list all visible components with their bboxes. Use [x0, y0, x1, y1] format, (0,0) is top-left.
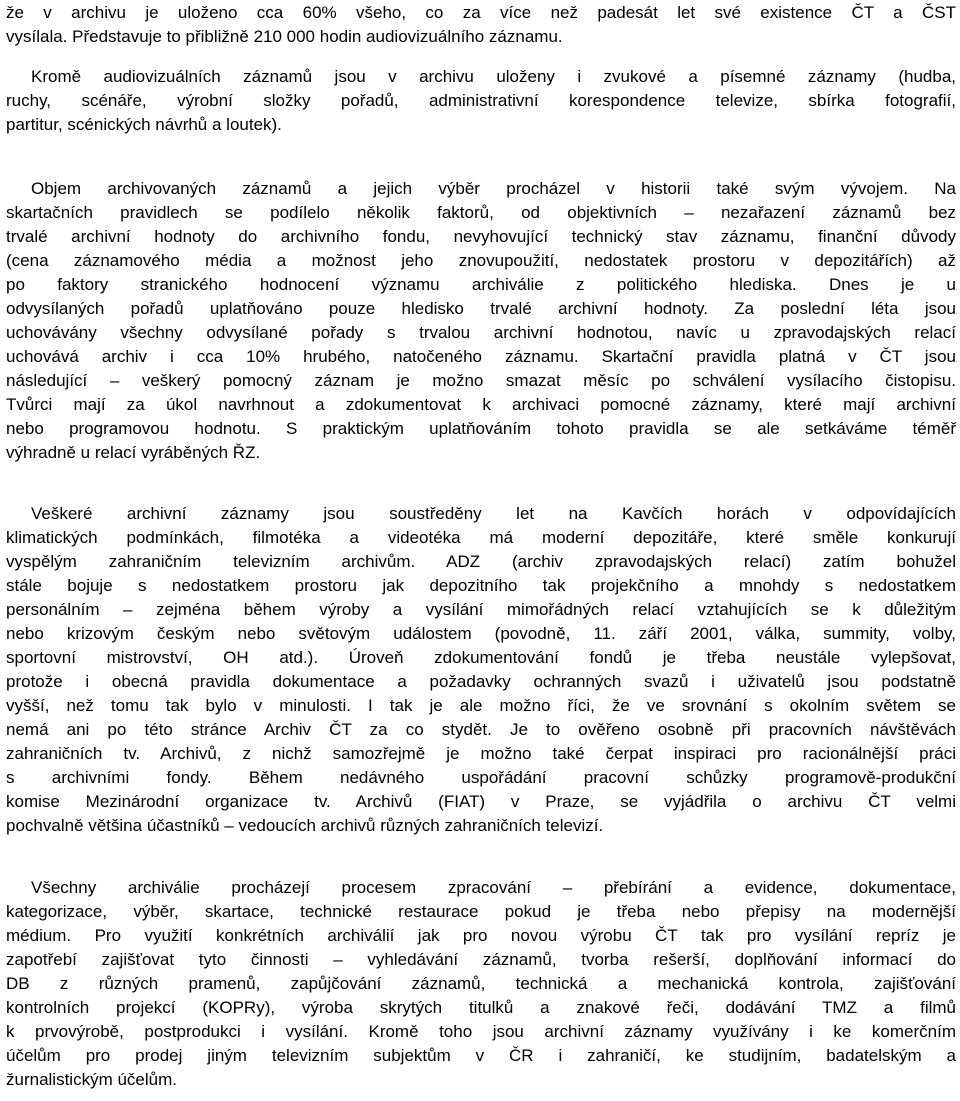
- text-line: že v archivu je uloženo cca 60% všeho, co za více než padesát let své existence ČT a ČST: [6, 3, 956, 22]
- paragraph-archiving-rules: [6, 177, 956, 465]
- text-line: Veškeré archivní záznamy jsou soustředěny let na Kavčích horách v odpovídajících: [31, 504, 956, 523]
- text-line: nemá ani po této stránce Archiv ČT za co stydět. Je to ověřeno osobně při pracovních návštěvách: [6, 720, 956, 739]
- text-line: po faktory stranického hodnocení významu archiválie z politického hlediska. Dnes je u: [6, 275, 956, 294]
- text-line: skartačních pravidlech se podílelo několik faktorů, od objektivních – nezařazení záznamů bez: [6, 203, 956, 222]
- paragraph-processing: [6, 876, 956, 1092]
- text-line: kategorizace, výběr, skartace, technické restaurace pokud je třeba nebo přepisy na modernější: [6, 902, 956, 921]
- text-line: trvalé archivní hodnoty do archivního fondu, nevyhovující technický stav záznamu, finanční důvody: [6, 227, 956, 246]
- text-line: DB z různých pramenů, zapůjčování záznamů, technická a mechanická kontrola, zajišťování: [6, 974, 956, 993]
- text-line: komise Mezinárodní organizace tv. Archivů (FIAT) v Praze, se vyjádřila o archivu ČT velmi: [6, 792, 956, 811]
- text-line: zahraničních tv. Archivů, z nichž samozřejmě je možno také čerpat inspiraci pro racionálnější práci: [6, 744, 956, 763]
- text-line: vyspělým zahraničním televizním archivům. ADZ (archiv zpravodajských relací) zatím bohužel: [6, 552, 956, 571]
- text-line: Objem archivovaných záznamů a jejich výběr procházel v historii také svým vývojem. Na: [31, 179, 956, 198]
- paragraph-other-records: [6, 65, 956, 137]
- text-line: Tvůrci mají za úkol navrhnout a zdokumentovat k archivaci pomocné záznamy, které mají archivní: [6, 395, 956, 414]
- text-line: vyšší, než tomu tak bylo v minulosti. I tak je ale možno říci, že ve srovnání s okolním světem se: [6, 696, 956, 715]
- text-line: uchovává archiv i cca 10% hrubého, natočeného záznamu. Skartační pravidla platná v ČT jsou: [6, 347, 956, 366]
- text-line: zapotřebí zajišťovat tyto činnosti – vyhledávání záznamů, tvorba rešerší, doplňování informací do: [6, 950, 956, 969]
- text-line: klimatických podmínkách, filmotéka a videotéka má moderní depozitáře, které směle konkurují: [6, 528, 956, 547]
- text-line: médium. Pro využití konkrétních archiválií jak pro novou výrobu ČT tak pro vysílání repríz je: [6, 926, 956, 945]
- paragraph-storage: [6, 502, 956, 838]
- text-line: žurnalistickým účelům.: [6, 1070, 177, 1089]
- text-line: partitur, scénických návrhů a loutek).: [6, 115, 282, 134]
- text-line: následující – veškerý pomocný záznam je možno smazat měsíc po schválení vysílacího čistopisu.: [6, 371, 956, 390]
- text-line: uchovávány všechny odvysílané pořady s trvalou archivní hodnotou, navíc u zpravodajských relací: [6, 323, 956, 342]
- text-line: kontrolních projekcí (KOPRy), výroba skrytých titulků a znakové řeči, dodávání TMZ a filmů: [6, 998, 956, 1017]
- paragraph-continuation: [6, 1, 956, 49]
- text-line: (cena záznamového média a možnost jeho znovupoužití, nedostatek prostoru v depozitářích) až: [6, 251, 956, 270]
- text-line: výhradně u relací vyráběných ŘZ.: [6, 443, 261, 462]
- text-line: protože i obecná pravidla dokumentace a požadavky ochranných svazů i uživatelů jsou podstatně: [6, 672, 956, 691]
- text-line: odvysílaných pořadů uplatňováno pouze hledisko trvalé archivní hodnoty. Za poslední léta jsou: [6, 299, 956, 318]
- text-line: sportovní mistrovství, OH atd.). Úroveň zdokumentování fondů je třeba neustále vylepšovat,: [6, 648, 956, 667]
- text-line: s archivními fondy. Během nedávného uspořádání pracovní schůzky programově-produkční: [6, 768, 956, 787]
- text-line: účelům pro prodej jiným televizním subjektům v ČR i zahraničí, ke studijním, badatelským a: [6, 1046, 956, 1065]
- text-line: nebo programovou hodnotu. S praktickým uplatňováním tohoto pravidla se ale setkáváme téměř: [6, 419, 956, 438]
- text-line: k prvovýrobě, postprodukci i vysílání. Kromě toho jsou archivní záznamy využívány i ke komerčním: [6, 1022, 956, 1041]
- text-line: vysílala. Představuje to přibližně 210 000 hodin audiovizuálního záznamu.: [6, 27, 563, 46]
- text-line: personálním – zejména během výroby a vysílání mimořádných relací vztahujících se k důležitým: [6, 600, 956, 619]
- text-line: Všechny archiválie procházejí procesem zpracování – přebírání a evidence, dokumentace,: [31, 878, 956, 897]
- text-line: stále bojuje s nedostatkem prostoru jak depozitního tak projekčního a mnohdy s nedostatkem: [6, 576, 956, 595]
- text-line: ruchy, scénáře, výrobní složky pořadů, administrativní korespondence televize, sbírka fotografií,: [6, 91, 956, 110]
- text-line: nebo krizovým českým nebo světovým událostem (povodně, 11. září 2001, válka, summity, volby,: [6, 624, 956, 643]
- text-line: pochvalně většina účastníků – vedoucích archivů různých zahraničních televizí.: [6, 816, 604, 835]
- text-line: Kromě audiovizuálních záznamů jsou v archivu uloženy i zvukové a písemné záznamy (hudba,: [31, 67, 956, 86]
